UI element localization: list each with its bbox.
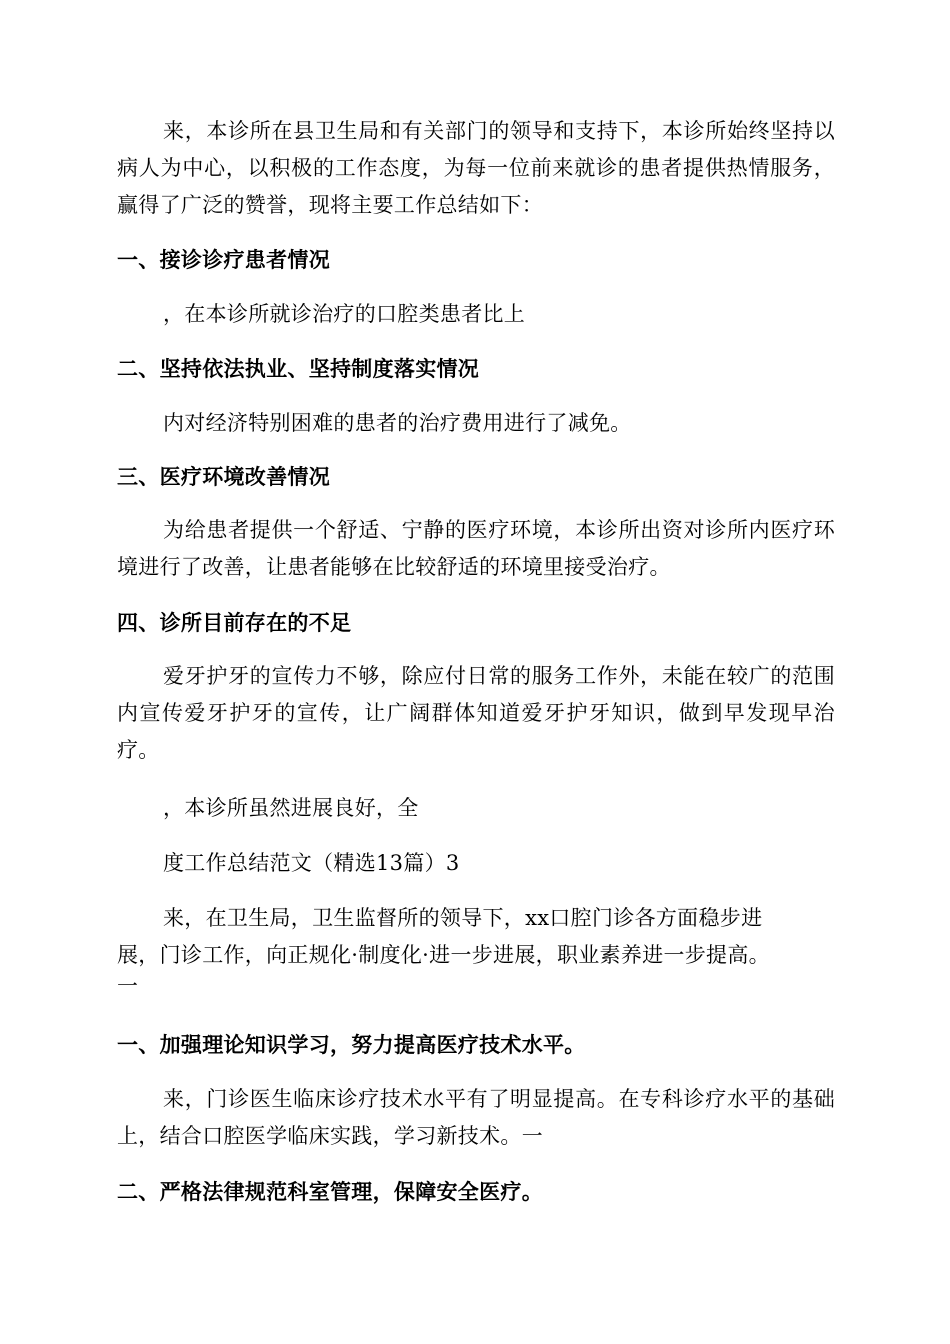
- paragraph-subsection-1: 来，门诊医生临床诊疗技术水平有了明显提高。在专科诊疗水平的基础上，结合口腔医学临床实践，学习新技术。一: [117, 1087, 835, 1148]
- paragraph-section-1: ，在本诊所就诊治疗的口腔类患者比上: [163, 302, 526, 326]
- heading-subsection-2: 二、严格法律规范科室管理，保障安全医疗。: [117, 1179, 543, 1204]
- heading-subsection-1: 一、加强理论知识学习，努力提高医疗技术水平。: [117, 1032, 586, 1057]
- heading-section-1: 一、接诊诊疗患者情况: [117, 247, 330, 272]
- paragraph-intro: 来，本诊所在县卫生局和有关部门的领导和支持下，本诊所始终坚持以病人为中心，以积极的工作态度，为每一位前来就诊的患者提供热情服务，赢得了广泛的赞誉，现将主要工作总结如下：: [117, 119, 835, 217]
- paragraph-section-3: 为给患者提供一个舒适、宁静的医疗环境，本诊所出资对诊所内医疗环境进行了改善，让患者能够在比较舒适的环境里接受治疗。: [117, 518, 835, 579]
- paragraph-line-2: 展，门诊工作，向正规化·制度化·进一步进展，职业素养进一步提高。: [117, 943, 770, 967]
- paragraph-title-fragment: 度工作总结范文（精选13篇）3: [163, 851, 460, 875]
- paragraph-section-2: 内对经济特别困难的患者的治疗费用进行了减免。: [163, 411, 632, 435]
- heading-section-4: 四、诊所目前存在的不足: [117, 610, 352, 635]
- heading-section-2: 二、坚持依法执业、坚持制度落实情况: [117, 356, 480, 381]
- paragraph-fragment: ，本诊所虽然进展良好，全: [163, 796, 419, 820]
- paragraph-section-4: 爱牙护牙的宣传力不够，除应付日常的服务工作外，未能在较广的范围内宣传爱牙护牙的宣传，让广阔群体知道爱牙护牙知识，做到早发现早治疗。: [117, 664, 835, 762]
- paragraph-line-3: 一: [117, 974, 139, 998]
- paragraph-line-1: 来，在卫生局，卫生监督所的领导下，xx口腔门诊各方面稳步进: [163, 906, 763, 930]
- heading-section-3: 三、医疗环境改善情况: [117, 464, 330, 489]
